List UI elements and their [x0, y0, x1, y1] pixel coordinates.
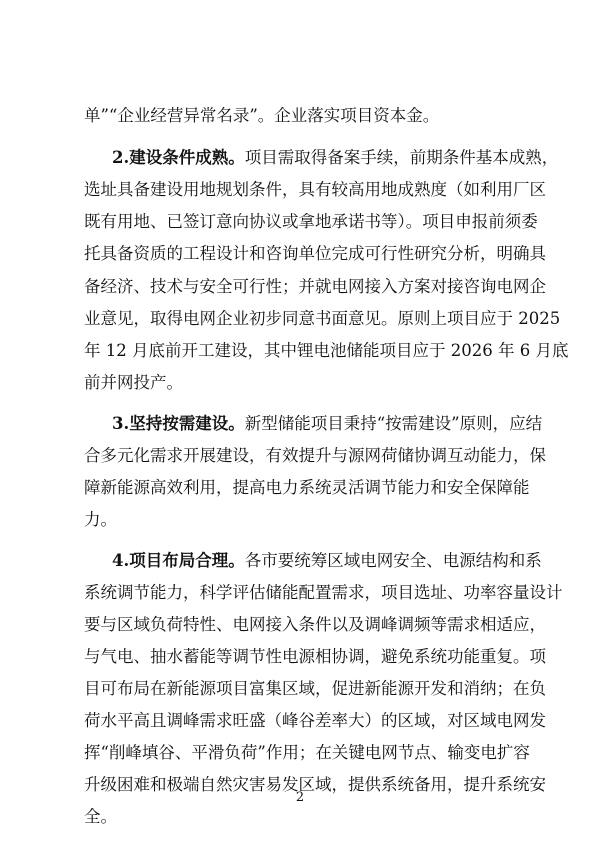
paragraph-line: 选址具备建设用地规划条件，具有较高用地成熟度（如利用厂区 — [84, 180, 546, 199]
section-3-first-line — [112, 412, 543, 436]
section-heading: 3.坚持按需建设。 — [112, 414, 245, 433]
paragraph-line: 要与区域负荷特性、电网接入条件以及调峰调频等需求相适应， — [84, 615, 546, 634]
section-2-first-line — [112, 146, 559, 170]
paragraph-line: 力。 — [84, 510, 117, 529]
paragraph-line: 合多元化需求开展建设，有效提升与源网荷储协调互动能力，保 — [84, 446, 546, 465]
paragraph-line: 备经济、技术与安全可行性；并就电网接入方案对接咨询电网企 — [84, 277, 546, 296]
paragraph-line: 与气电、抽水蓄能等调节性电源相协调，避免系统功能重复。项 — [84, 647, 546, 666]
paragraph-line: 前并网投产。 — [84, 373, 183, 392]
paragraph-line: 托具备资质的工程设计和咨询单位完成可行性研究分析，明确具 — [84, 244, 546, 263]
paragraph-line: 升级困难和极端自然灾害易发区域，提供系统备用，提升系统安 — [84, 775, 546, 794]
paragraph-line: 荷水平高且调峰需求旺盛（峰谷差率大）的区域，对区域电网发 — [84, 711, 546, 730]
paragraph-line: 目可布局在新能源项目富集区域，促进新能源开发和消纳；在负 — [84, 679, 546, 698]
section-text: 项目需取得备案手续，前期条件基本成熟， — [244, 148, 559, 167]
paragraph-line: 全。 — [84, 807, 117, 826]
page-number: 2 — [295, 790, 305, 805]
paragraph-line: 业意见，取得电网企业初步同意书面意见。原则上项目应于 2025 — [84, 309, 561, 328]
section-heading: 2.建设条件成熟。 — [112, 148, 245, 167]
paragraph-line: 年 12 月底前开工建设，其中锂电池储能项目应于 2026 年 6 月底 — [84, 341, 569, 360]
paragraph-line: 障新能源高效利用，提高电力系统灵活调节能力和安全保障能 — [84, 478, 530, 497]
section-heading: 4.项目布局合理。 — [112, 551, 245, 570]
section-text: 各市要统筹区域电网安全、电源结构和系 — [244, 551, 542, 570]
section-text: 新型储能项目秉持“按需建设”原则，应结 — [244, 414, 543, 433]
section-4-first-line — [112, 549, 542, 573]
paragraph-line: 系统调节能力，科学评估储能配置需求，项目选址、功率容量设计 — [84, 583, 563, 602]
paragraph-line: 既有用地、已签订意向协议或拿地承诺书等）。项目申报前须委 — [84, 212, 538, 231]
paragraph-line: 挥“削峰填谷、平滑负荷”作用；在关键电网节点、输变电扩容 — [84, 743, 530, 762]
paragraph-line: 单”“企业经营异常名录”。企业落实项目资本金。 — [84, 106, 440, 125]
